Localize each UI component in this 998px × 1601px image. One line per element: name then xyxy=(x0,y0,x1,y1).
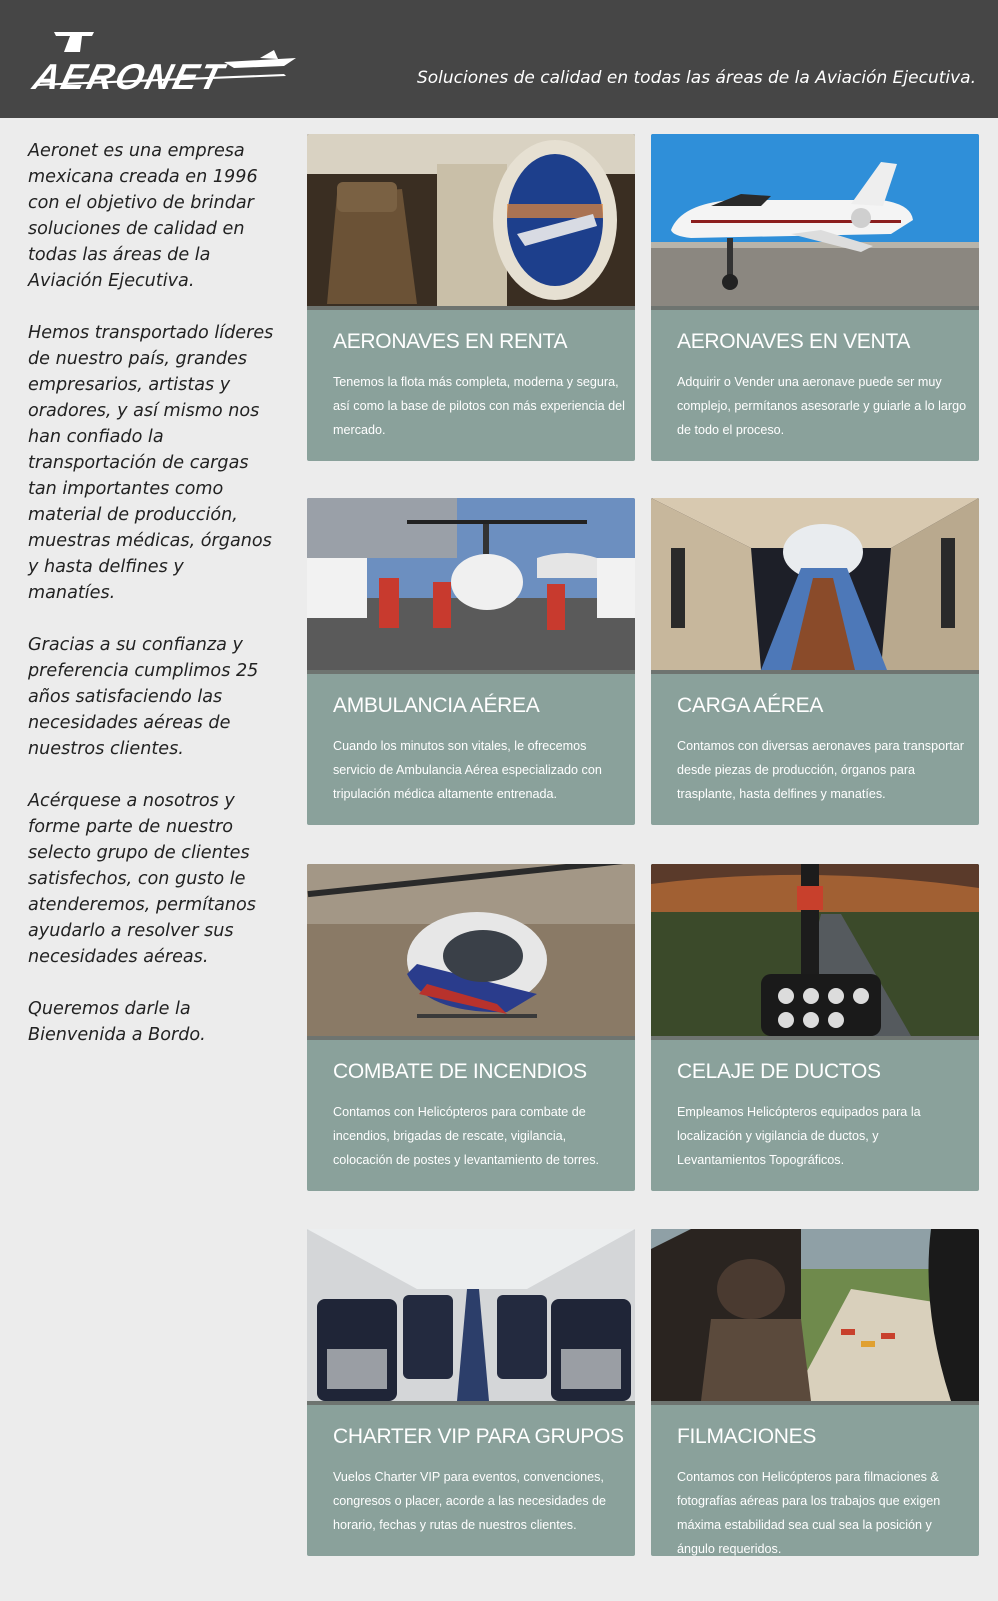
card-description: Tenemos la flota más completa, moderna y segura, así como la base de pilotos con más experiencia del mercado. xyxy=(333,375,625,437)
card-title: CELAJE DE DUCTOS xyxy=(677,1060,881,1083)
card-title: COMBATE DE INCENDIOS xyxy=(333,1060,587,1083)
intro-paragraph: Acérquese a nosotros y forme parte de nuestro selecto grupo de clientes satisfechos, con gusto le atenderemos, permítanos ayudarlo a resolver sus necesidades aéreas. xyxy=(28,791,256,967)
card-description: Contamos con Helicópteros para combate de incendios, brigadas de rescate, vigilancia, colocación de postes y levantamiento de torres. xyxy=(333,1105,600,1167)
card-title: FILMACIONES xyxy=(677,1425,817,1448)
card-description: Empleamos Helicópteros equipados para la localización y vigilancia de ductos, y Levantamientos Topográficos. xyxy=(677,1105,921,1167)
service-card-celaje-ductos[interactable] xyxy=(651,864,979,1191)
intro-paragraph: Hemos transportado líderes de nuestro país, grandes empresarios, artistas y oradores, y así mismo nos han confiado la transportación de cargas tan importantes como material de producción, muestras médicas, órganos y hasta delfines y manatíes. xyxy=(28,323,274,603)
card-title: AERONAVES EN RENTA xyxy=(333,330,568,353)
card-description: Cuando los minutos son vitales, le ofrecemos servicio de Ambulancia Aérea especializado con tripulación médica altamente entrenada. xyxy=(333,739,602,801)
service-card-aeronaves-venta[interactable] xyxy=(651,134,979,461)
intro-paragraph: Queremos darle la Bienvenida a Bordo. xyxy=(28,999,206,1045)
cargo-hold-photo xyxy=(651,498,979,674)
card-description: Adquirir o Vender una aeronave puede ser muy complejo, permítanos asesorarle y guiarle a lo largo de todo el proceso. xyxy=(677,375,967,437)
helicopter-cockpit-runway-photo xyxy=(651,864,979,1040)
site-header xyxy=(0,0,998,118)
cabin-window-photo xyxy=(307,134,635,310)
firefighting-helicopter-photo xyxy=(307,864,635,1040)
card-description: Contamos con diversas aeronaves para transportar desde piezas de producción, órganos para trasplante, hasta delfines y manatíes. xyxy=(677,739,965,801)
service-card-combate-incendios[interactable] xyxy=(307,864,635,1191)
service-card-ambulancia-aerea[interactable] xyxy=(307,498,635,825)
card-title: CARGA AÉREA xyxy=(677,694,824,717)
cabin-seats-photo xyxy=(307,1229,635,1405)
card-description: Contamos con Helicópteros para filmaciones & fotografías aéreas para los trabajos que exigen máxima estabilidad sea cual sea la posición y ángulo requeridos. xyxy=(677,1470,941,1556)
intro-paragraph: Aeronet es una empresa mexicana creada en 1996 con el objetivo de brindar soluciones de calidad en todas las áreas de la Aviación Ejecutiva. xyxy=(28,141,258,291)
header-tagline: Soluciones de calidad en todas las áreas de la Aviación Ejecutiva. xyxy=(416,68,976,88)
card-description: Vuelos Charter VIP para eventos, convenciones, congresos o placer, acorde a las necesidades de horario, fechas y rutas de nuestros clientes. xyxy=(333,1470,607,1532)
aerial-filming-photo xyxy=(651,1229,979,1405)
card-title: AMBULANCIA AÉREA xyxy=(333,694,540,717)
service-card-filmaciones[interactable] xyxy=(651,1229,979,1556)
card-title: CHARTER VIP PARA GRUPOS xyxy=(333,1425,624,1448)
private-jet-photo xyxy=(651,134,979,310)
card-title: AERONAVES EN VENTA xyxy=(677,330,911,353)
intro-paragraph: Gracias a su confianza y preferencia cumplimos 25 años satisfaciendo las necesidades aéreas de nuestros clientes. xyxy=(28,635,259,759)
logo-text: AERONET xyxy=(29,56,230,97)
intro-text xyxy=(28,138,276,1074)
aeronet-logo[interactable] xyxy=(29,28,304,97)
service-card-charter-vip[interactable] xyxy=(307,1229,635,1556)
service-card-aeronaves-renta[interactable] xyxy=(307,134,635,461)
service-card-carga-aerea[interactable] xyxy=(651,498,979,825)
air-ambulance-crew-photo xyxy=(307,498,635,674)
